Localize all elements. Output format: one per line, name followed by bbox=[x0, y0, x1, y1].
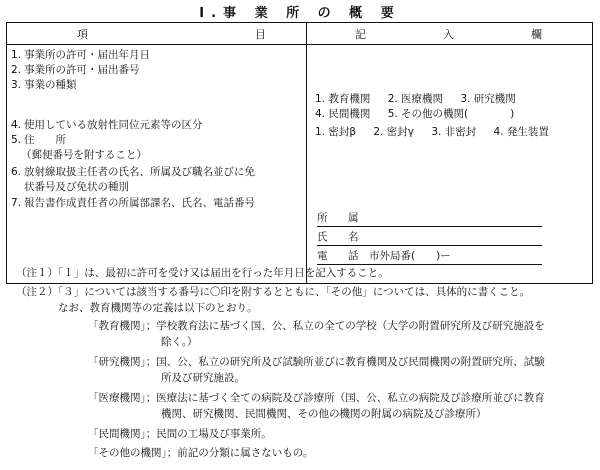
header-char: 欄 bbox=[531, 27, 542, 41]
item-address: 5. 住 所 bbox=[11, 134, 66, 146]
option-private[interactable]: 4. 民間機関 bbox=[315, 108, 371, 120]
option-other[interactable]: 5. その他の機関( ) bbox=[387, 108, 515, 120]
note-1: （注１）「１」は、最初に許可を受け又は届出を行った年月日を記入すること。 bbox=[16, 267, 389, 279]
page-title: Ⅰ.事 業 所 の 概 要 bbox=[199, 6, 401, 21]
entry-column bbox=[307, 45, 593, 284]
item-permit-number: 2. 事業所の許可・届出番号 bbox=[11, 64, 140, 76]
item-permit-date: 1. 事業所の許可・届出年月日 bbox=[11, 49, 150, 61]
header-char: 記 bbox=[355, 27, 366, 41]
business-type-options-row2 bbox=[315, 107, 528, 122]
option-unsealed[interactable]: 3. 非密封 bbox=[431, 126, 477, 138]
option-medical[interactable]: 2. 医療機関 bbox=[387, 93, 444, 105]
definition-education: 「教育機関」；学校教育法に基づく国、公、私立の全ての学校（大学の附置研究所及び研究施設を bbox=[88, 320, 545, 332]
item-address-note: （郵便番号を附すること） bbox=[21, 149, 147, 161]
phone-label: 電 話 bbox=[317, 250, 364, 262]
business-type-options-row1 bbox=[315, 92, 530, 107]
overview-form-table bbox=[6, 22, 593, 284]
item-ri-category: 4. 使用している放射性同位元素等の区分 bbox=[11, 119, 203, 131]
option-research[interactable]: 3. 研究機関 bbox=[460, 93, 516, 105]
items-column bbox=[7, 45, 307, 284]
header-char: 入 bbox=[443, 27, 454, 41]
affiliation-field[interactable] bbox=[317, 211, 542, 227]
definition-education-cont: 除く。） bbox=[161, 336, 198, 348]
definition-medical-cont: 機関、研究機関、民間機関、その他の機関の附属の病院及び診療所） bbox=[161, 408, 487, 420]
phone-format: 市外局番( )ー bbox=[369, 250, 451, 262]
item-report-author: 7. 報告書作成責任者の所属部課名、氏名、電話番号 bbox=[11, 197, 255, 209]
column-header-entry bbox=[307, 23, 593, 45]
option-generator[interactable]: 4. 発生装置 bbox=[493, 126, 549, 138]
option-sealed-beta[interactable]: 1. 密封β bbox=[315, 126, 357, 138]
item-supervisor: 6. 放射線取扱主任者の氏名、所属及び職名並びに免 bbox=[11, 166, 255, 178]
note-2-cont: なお、教育機関等の定義は以下のとおり。 bbox=[16, 302, 258, 314]
name-field[interactable] bbox=[317, 230, 542, 246]
affiliation-label: 所 属 bbox=[317, 212, 364, 224]
definition-private: 「民間機関」；民間の工場及び事業所。 bbox=[88, 428, 272, 440]
item-supervisor-cont: 状番号及び免状の種別 bbox=[24, 181, 129, 193]
definition-research: 「研究機関」；国、公、私立の研究所及び試験所並びに教育機関及び民間機関の附置研究所、試験 bbox=[88, 356, 545, 368]
header-char: 項 bbox=[77, 27, 88, 41]
name-label: 氏 名 bbox=[317, 231, 364, 243]
definition-medical: 「医療機関」；医療法に基づく全ての病院及び診療所（国、公、私立の病院及び診療所並びに教育 bbox=[88, 392, 545, 404]
option-education[interactable]: 1. 教育機関 bbox=[315, 93, 371, 105]
definition-other: 「その他の機関」；前記の分類に属さないもの。 bbox=[88, 447, 314, 459]
option-sealed-gamma[interactable]: 2. 密封γ bbox=[373, 126, 414, 138]
definition-research-cont: 所及び研究施設。 bbox=[161, 372, 245, 384]
note-2: （注２）「３」については該当する番号に〇印を附するとともに、「その他」については、具体的に書くこと。 bbox=[16, 286, 531, 298]
column-header-items bbox=[7, 23, 307, 45]
header-char: 目 bbox=[255, 27, 266, 41]
phone-field[interactable] bbox=[317, 249, 542, 265]
item-business-type: 3. 事業の種類 bbox=[11, 79, 77, 91]
ri-type-options bbox=[315, 125, 563, 140]
